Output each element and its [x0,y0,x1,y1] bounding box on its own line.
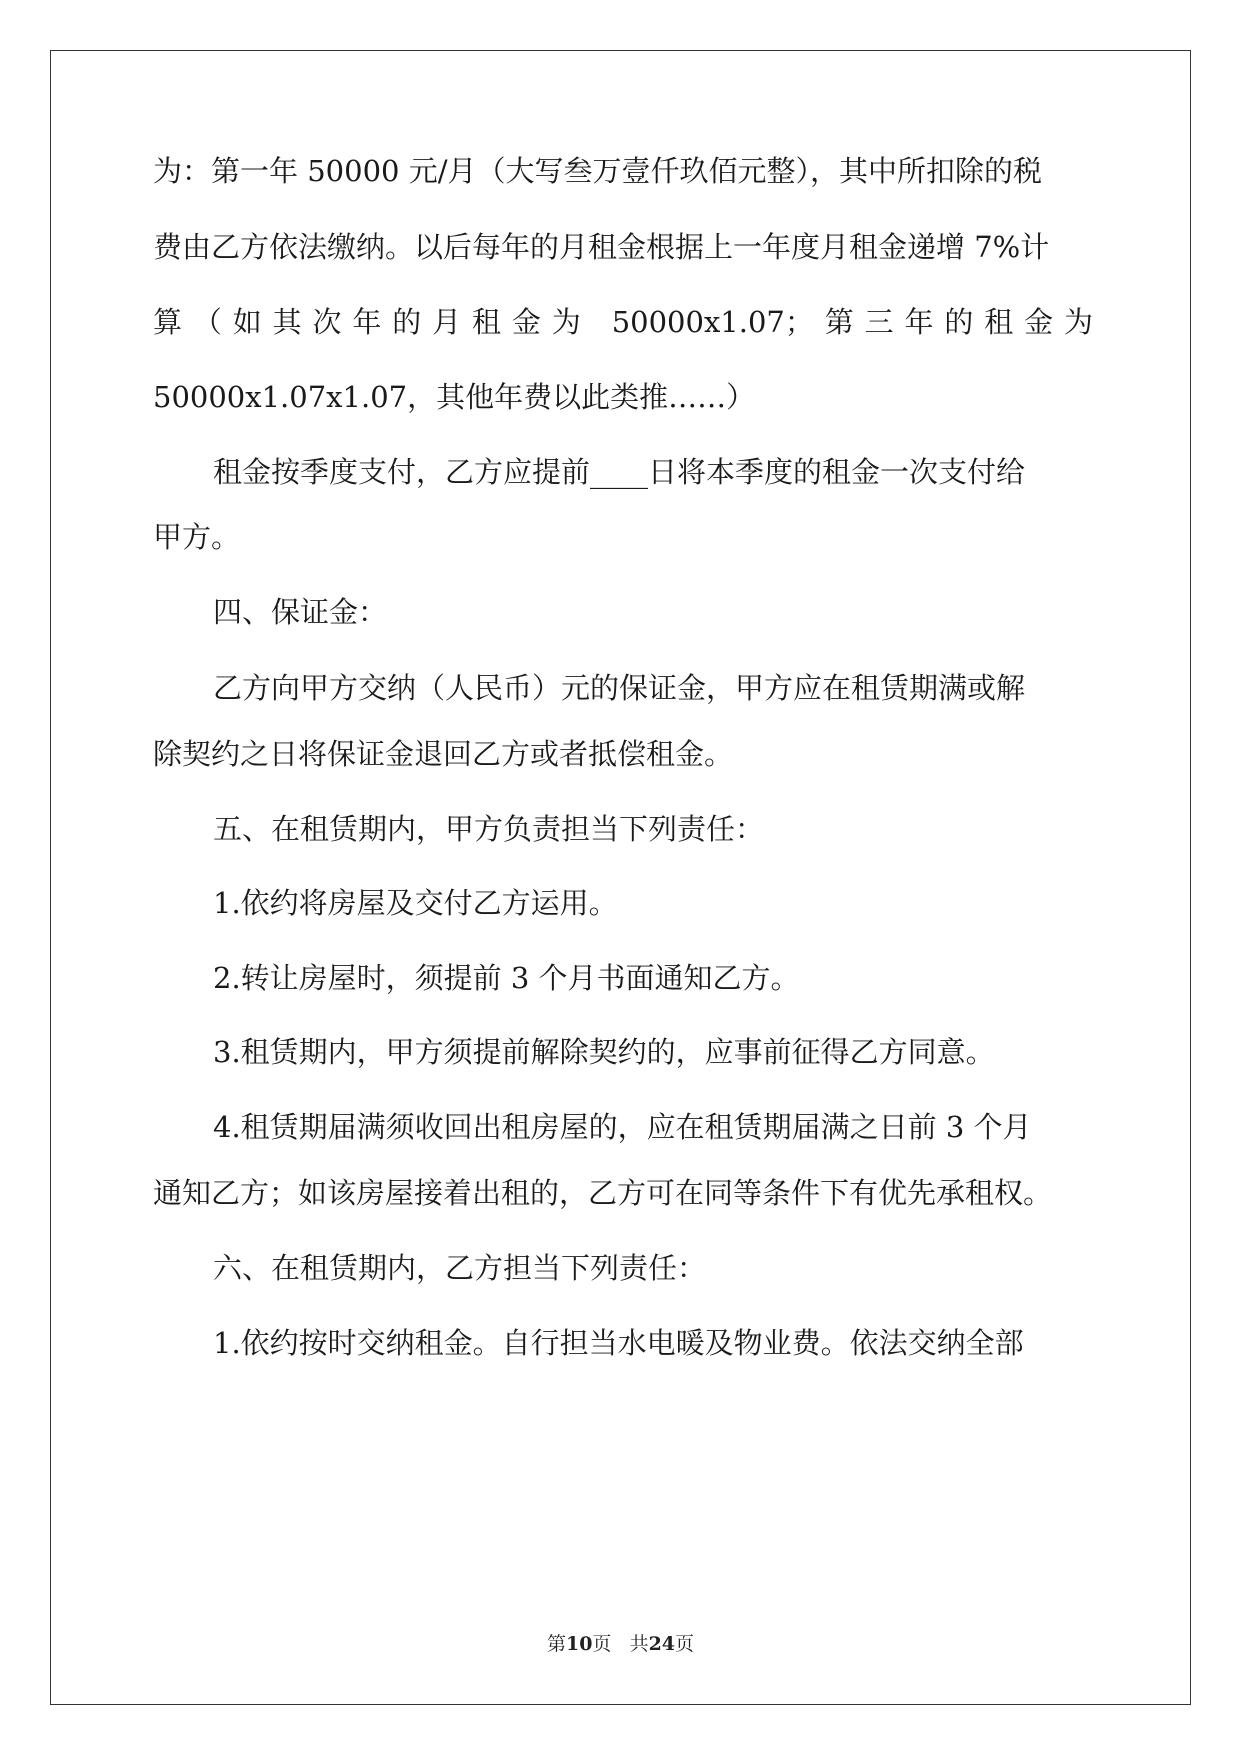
list-item-3: 3.租赁期内，甲方须提前解除契约的，应事前征得乙方同意。 [213,1035,995,1069]
footer-page-number: 10 [565,1633,593,1655]
body-line-3: 算（如其次年的月租金为 50000x1.07；第三年的租金为 [153,305,1093,339]
footer-total-pages: 24 [648,1633,676,1655]
section-heading-4: 四、保证金： [213,595,388,629]
footer-prefix: 第 [546,1633,566,1655]
footer-total-prefix: 共 [629,1633,649,1655]
page-footer [0,1632,1241,1656]
body-line-5: 租金按季度支付，乙方应提前____日将本季度的租金一次支付给 [213,455,1026,489]
footer-page-suffix: 页 [592,1633,612,1655]
body-line-4: 50000x1.07x1.07，其他年费以此类推……） [153,380,756,414]
body-line-9: 除契约之日将保证金退回乙方或者抵偿租金。 [153,737,734,771]
page-border [50,50,1191,1705]
body-line-1: 为：第一年 50000 元/月（大写叁万壹仟玖佰元整），其中所扣除的税 [153,154,1042,188]
list-item-2: 2.转让房屋时，须提前 3 个月书面通知乙方。 [213,961,800,995]
footer-total-suffix: 页 [675,1633,695,1655]
body-line-8: 乙方向甲方交纳（人民币）元的保证金，甲方应在租赁期满或解 [213,671,1026,705]
section-heading-5: 五、在租赁期内，甲方负责担当下列责任： [213,812,765,846]
section-heading-6: 六、在租赁期内，乙方担当下列责任： [213,1251,707,1285]
body-line-2: 费由乙方依法缴纳。以后每年的月租金根据上一年度月租金递增 7%计 [153,230,1050,264]
body-line-6: 甲方。 [153,520,241,554]
list-item-4: 4.租赁期届满须收回出租房屋的，应在租赁期届满之日前 3 个月 [213,1110,1032,1144]
list-item-4-cont: 通知乙方；如该房屋接着出租的，乙方可在同等条件下有优先承租权。 [153,1176,1053,1210]
list-item-6-1: 1.依约按时交纳租金。自行担当水电暖及物业费。依法交纳全部 [213,1326,1024,1360]
list-item-1: 1.依约将房屋及交付乙方运用。 [213,886,618,920]
